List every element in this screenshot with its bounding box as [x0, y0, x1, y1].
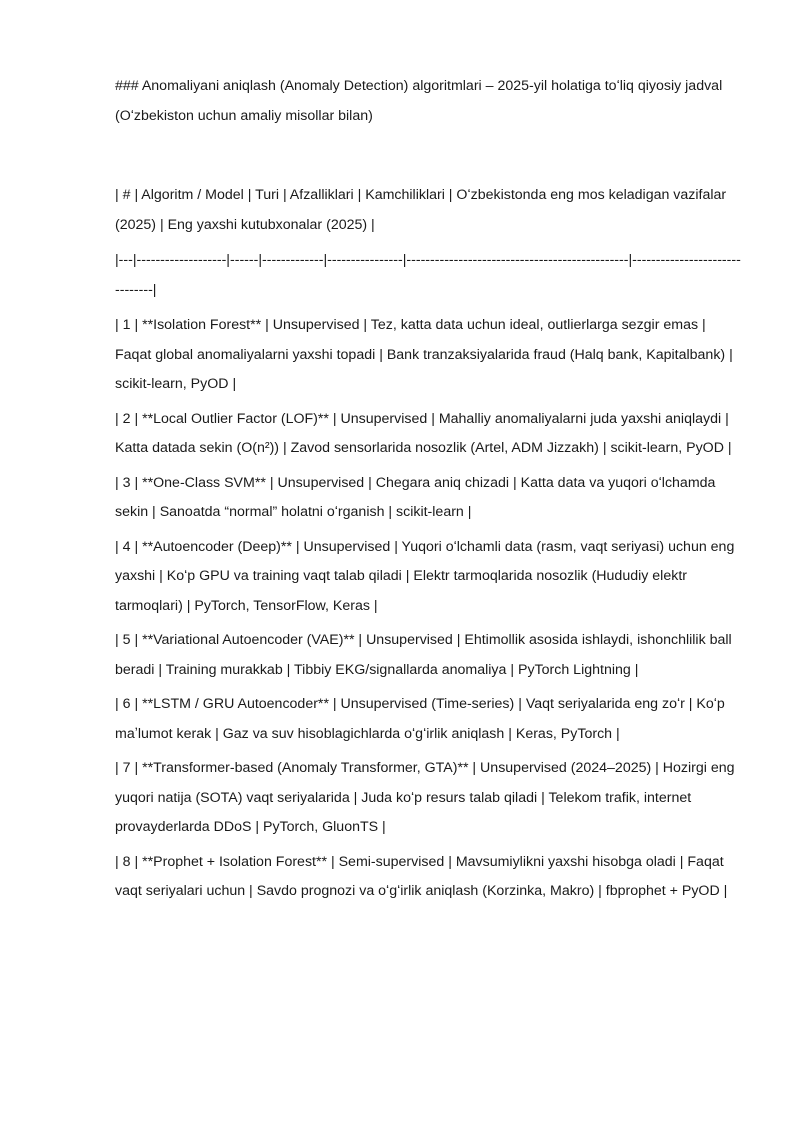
table-row: | 2 | **Local Outlier Factor (LOF)** | Unsupervised | Mahalliy anomaliyalarni juda yaxshi aniqlaydi | Katta datada sekin (O(n²)) | Zavod sensorlarida nosozlik (Artel, ADM Jizzakh) | scikit-learn, PyOD |: [115, 410, 732, 456]
table-row: | 5 | **Variational Autoencoder (VAE)** | Unsupervised | Ehtimollik asosida ishlaydi, ishonchlilik ball beradi | Training murakkab | Tibbiy EKG/signallarda anomaliya | PyTorch Lightning |: [115, 632, 732, 678]
table-row: | 6 | **LSTM / GRU Autoencoder** | Unsupervised (Time-series) | Vaqt seriyalarida eng zoʻr | Koʻp maʼlumot kerak | Gaz va suv hisoblagichlarda oʻgʻirlik aniqlash | Keras, PyTorch |: [115, 696, 725, 742]
table-header-row: | # | Algoritm / Model | Turi | Afzalliklari | Kamchiliklari | Oʻzbekistonda eng mos keladigan vazifalar (2025) | Eng yaxshi kutubxonalar (2025) |: [115, 187, 727, 233]
table-row: | 7 | **Transformer-based (Anomaly Transformer, GTA)** | Unsupervised (2024–2025) | Hozirgi eng yuqori natija (SOTA) vaqt seriyalarida | Juda koʻp resurs talab qiladi | Telekom trafik, internet provayderlarda DDoS | PyTorch, GluonTS |: [115, 760, 735, 835]
document-body: [115, 72, 743, 912]
table-separator-row: |---|-------------------|------|-------------|----------------|-----------------------------------------------|-------------------------------|: [115, 252, 741, 298]
table-row: | 1 | **Isolation Forest** | Unsupervised | Tez, katta data uchun ideal, outlierlarga sezgir emas | Faqat global anomaliyalarni yaxshi topadi | Bank tranzaksiyalarida fraud (Halq bank, Kapitalbank) | scikit-learn, PyOD |: [115, 317, 733, 392]
table-row: | 3 | **One-Class SVM** | Unsupervised | Chegara aniq chizadi | Katta data va yuqori oʻlchamda sekin | Sanoatda “normal” holatni oʻrganish | scikit-learn |: [115, 474, 716, 520]
document-title: ### Anomaliyani aniqlash (Anomaly Detection) algoritmlari – 2025-yil holatiga toʻliq qiyosiy jadval (Oʻzbekiston uchun amaliy misollar bilan): [115, 78, 723, 124]
table-row: | 8 | **Prophet + Isolation Forest** | Semi-supervised | Mavsumiylikni yaxshi hisobga oladi | Faqat vaqt seriyalari uchun | Savdo prognozi va oʻgʻirlik aniqlash (Korzinka, Makro) | fbprophet + PyOD |: [115, 853, 728, 899]
table-row: | 4 | **Autoencoder (Deep)** | Unsupervised | Yuqori oʻlchamli data (rasm, vaqt seriyasi) uchun eng yaxshi | Koʻp GPU va training vaqt talab qiladi | Elektr tarmoqlarida nosozlik (Hududiy elektr tarmoqlari) | PyTorch, TensorFlow, Keras |: [115, 538, 735, 614]
